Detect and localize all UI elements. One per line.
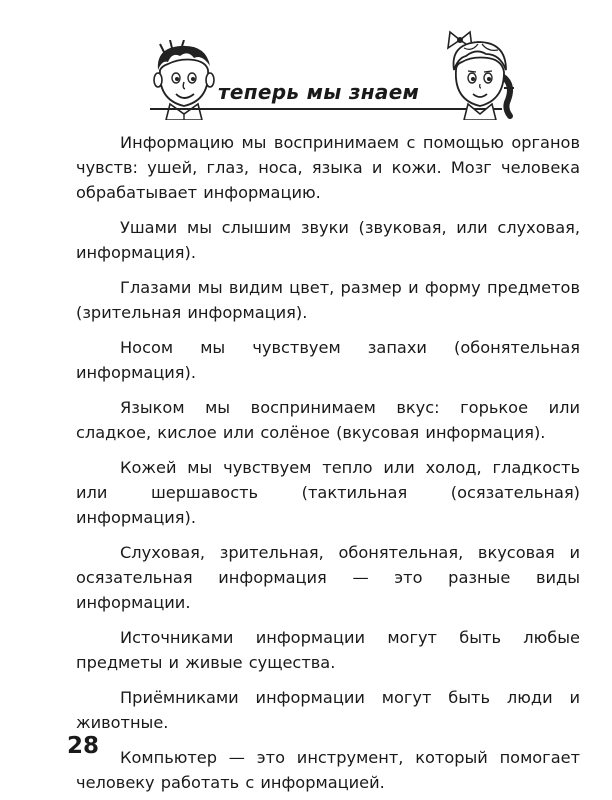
- paragraph: Компьютер — это инструмент, который помогает человеку работать с информацией.: [76, 748, 580, 792]
- paragraph: Ушами мы слышим звуки (звуковая, или слуховая, информация).: [76, 218, 580, 262]
- paragraph: Источниками информации могут быть любые предметы и живые существа.: [76, 628, 580, 672]
- paragraph: Слуховая, зрительная, обонятельная, вкусовая и осязательная информация — это разные виды информации.: [76, 543, 580, 612]
- girl-head-icon: [442, 30, 518, 120]
- paragraph: Глазами мы видим цвет, размер и форму предметов (зрительная информация).: [76, 278, 580, 322]
- page-number: 28: [67, 733, 100, 759]
- section-title: теперь мы знаем: [218, 80, 420, 104]
- paragraph: Языком мы воспринимаем вкус: горькое или сладкое, кислое или солёное (вкусовая информация).: [76, 398, 580, 442]
- paragraph: Информацию мы воспринимаем с помощью органов чувств: ушей, глаз, носа, языка и кожи. Мозг человека обрабатывает информацию.: [76, 133, 580, 202]
- paragraph: Приёмниками информации могут быть люди и животные.: [76, 688, 580, 732]
- paragraph: Кожей мы чувствуем тепло или холод, гладкость или шершавость (тактильная (осязательная) информация).: [76, 458, 580, 527]
- page-header: [0, 0, 612, 120]
- page-body: [76, 130, 580, 795]
- paragraph: Носом мы чувствуем запахи (обонятельная информация).: [76, 338, 580, 382]
